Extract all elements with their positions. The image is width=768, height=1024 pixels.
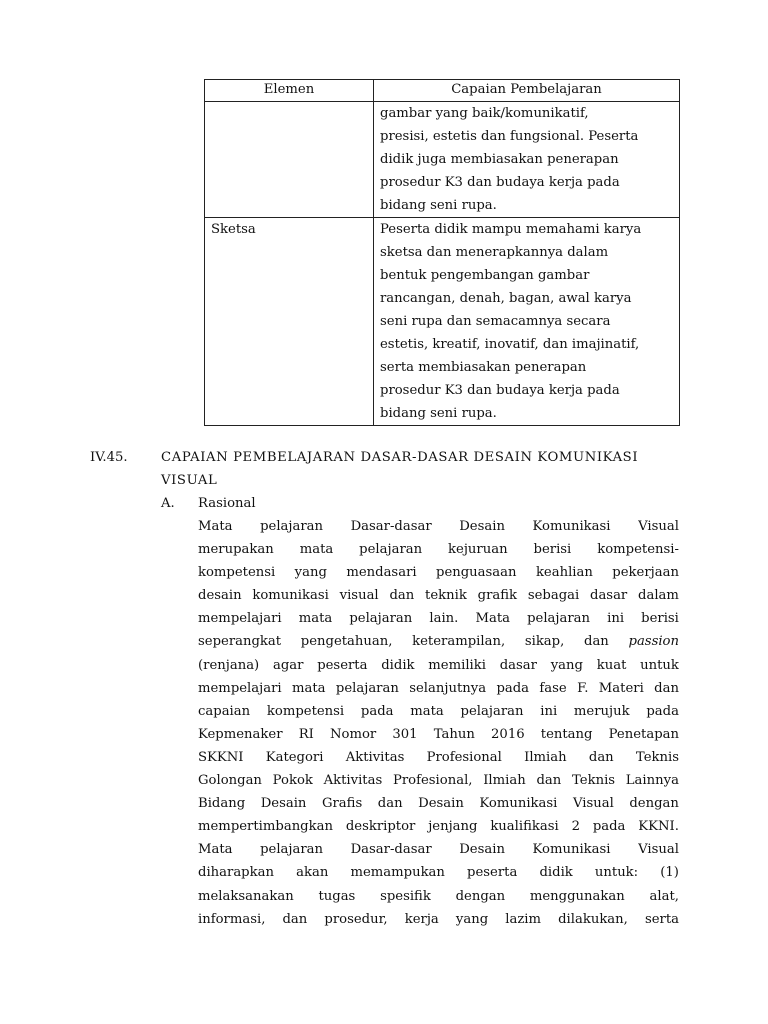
cell-line: serta membiasakan penerapan [380,360,587,375]
paragraph-word: visual [339,588,379,604]
paragraph-line [198,838,679,861]
table-row [205,102,680,218]
paragraph-word: pada [360,703,394,719]
paragraph-word: tugas [318,888,356,904]
paragraph-word: penguasaan [436,565,517,581]
section-title-line: VISUAL [161,473,218,488]
paragraph-word: Aktivitas [323,773,383,789]
paragraph-word: Lainnya [625,773,679,789]
paragraph-word: pelajaran [335,680,399,696]
row-outcome-cell [374,102,680,218]
paragraph-word: grafik [477,588,518,604]
cell-line: prosedur K3 dan budaya kerja pada [380,383,620,398]
paragraph-word: Desain [459,519,505,534]
paragraph-word: dalam [638,588,679,604]
paragraph-word: Kepmenaker [198,726,283,742]
paragraph-line [198,654,679,677]
paragraph-word: lain. [429,611,459,627]
paragraph-word: yang [455,911,489,927]
table-row [205,218,680,426]
paragraph-word: merujuk [573,703,630,719]
paragraph-word: kejuruan [448,542,508,558]
paragraph-word: (1) [660,865,679,881]
subsection-letter: A. [161,496,175,511]
paragraph-word: Aktivitas [345,749,405,765]
paragraph-word: Mata [198,519,233,534]
paragraph-line [198,677,679,700]
paragraph-line [198,561,679,584]
paragraph-word: Komunikasi [532,842,611,858]
paragraph-word: Profesional, [392,773,473,789]
paragraph-word: jenjang [428,819,478,835]
paragraph-word: peserta [317,657,368,673]
paragraph-word: melaksanakan [198,888,294,904]
paragraph-word: sebagai [527,588,580,604]
paragraph-word: mata [410,703,444,719]
paragraph-word: ini [607,611,625,627]
paragraph-word: untuk [640,657,679,673]
paragraph-word: Desain [459,842,505,858]
cell-line: presisi, estetis dan fungsional. Peserta [380,129,639,144]
rationale-paragraph [198,515,679,931]
row-outcome-cell [374,218,680,426]
paragraph-word: pelajaran [349,611,413,627]
paragraph-word: F. [577,680,589,696]
cell-line: bidang seni rupa. [380,406,497,421]
paragraph-word: kerja [404,911,439,927]
paragraph-word: Tahun [433,726,475,742]
subsection-title: Rasional [198,496,256,511]
paragraph-word: dan [584,634,609,650]
paragraph-word: Pokok [272,773,313,789]
paragraph-word: mata [299,542,334,558]
paragraph-word: Dasar-dasar [350,519,432,534]
paragraph-word: keahlian [535,565,593,581]
paragraph-line [198,861,679,884]
paragraph-word: (renjana) [198,657,260,673]
paragraph-line [198,700,679,723]
paragraph-word: Visual [638,842,679,858]
paragraph-word: dan [282,911,308,927]
paragraph-word: Visual [638,519,679,534]
section-title-line: CAPAIAN PEMBELAJARAN DASAR-DASAR DESAIN KOMUNIKASI [161,450,639,465]
paragraph-word: Profesional [426,749,502,765]
paragraph-word: tentang [540,726,593,742]
paragraph-word: didik [381,657,415,673]
paragraph-word: Teknis [635,749,679,765]
paragraph-word: teknik [425,588,467,604]
paragraph-word: mempelajari [198,611,282,627]
paragraph-word: yang [294,565,327,581]
cell-line: bidang seni rupa. [380,198,497,213]
cell-line: estetis, kreatif, inovatif, dan imajinatif, [380,337,640,352]
paragraph-word: merupakan [198,542,274,558]
paragraph-word: desain [198,588,242,604]
paragraph-word: Mata [198,842,233,858]
paragraph-line [198,792,679,815]
paragraph-word: passion [628,634,679,650]
paragraph-word: 2 [571,819,580,835]
paragraph-word: pelajaran [527,611,591,627]
paragraph-word: Penetapan [608,726,679,742]
paragraph-word: selanjutnya [409,680,487,696]
paragraph-line [198,746,679,769]
paragraph-word: komunikasi [252,588,329,604]
paragraph-word: 301 [392,726,418,742]
paragraph-word: peserta [467,865,518,881]
paragraph-word: Grafis [321,796,363,812]
paragraph-word: pada [646,703,679,719]
paragraph-word: pelajaran [260,842,324,858]
paragraph-word: deskriptor [345,819,416,835]
paragraph-word: memiliki [428,657,486,673]
paragraph-line [198,815,679,838]
paragraph-word: RI [298,726,314,742]
paragraph-word: Ilmiah [483,773,526,789]
paragraph-word: kompetensi [266,703,345,719]
paragraph-line [198,885,679,908]
paragraph-word: Mata [475,611,510,627]
paragraph-word: capaian [198,703,251,719]
paragraph-word: mata [298,611,333,627]
paragraph-word: seperangkat [198,634,282,650]
row-element-cell [205,102,374,218]
header-capaian-pembelajaran: Capaian Pembelajaran [374,80,680,102]
paragraph-word: untuk: [594,865,639,881]
cell-line: sketsa dan menerapkannya dalam [380,245,609,260]
paragraph-word: Komunikasi [532,519,611,534]
paragraph-word: berisi [533,542,572,558]
paragraph-word: dan [377,796,403,812]
paragraph-line [198,607,679,630]
paragraph-word: dan [536,773,562,789]
paragraph-word: keterampilan, [412,634,506,650]
paragraph-word: dasar [499,657,537,673]
paragraph-word: kualifikasi [490,819,559,835]
paragraph-word: Bidang [198,796,246,812]
cell-line: bentuk pengembangan gambar [380,268,590,283]
paragraph-word: pekerjaan [612,565,679,581]
paragraph-word: kompetensi [198,565,276,581]
paragraph-line [198,908,679,931]
paragraph-word: Visual [572,796,614,812]
paragraph-word: dengan [455,888,506,904]
paragraph-word: lazim [505,911,541,927]
cell-line: gambar yang baik/komunikatif, [380,106,589,121]
paragraph-word: didik [539,865,573,881]
paragraph-word: pelajaran [359,542,423,558]
paragraph-word: mempelajari [198,680,282,696]
paragraph-word: Dasar-dasar [350,842,432,858]
paragraph-word: diharapkan [198,865,274,881]
paragraph-word: dan [588,749,614,765]
paragraph-word: informasi, [198,911,266,927]
paragraph-word: Nomor [330,726,377,742]
paragraph-word: akan [296,865,329,881]
paragraph-line [198,538,679,561]
paragraph-word: pada [496,680,530,696]
paragraph-word: Materi [598,680,644,696]
paragraph-word: dan [654,680,679,696]
paragraph-word: berisi [641,611,679,627]
paragraph-word: sikap, [524,634,565,650]
paragraph-word: dengan [629,796,679,812]
paragraph-word: prosedur, [324,911,388,927]
paragraph-word: pada [592,819,626,835]
paragraph-word: mempertimbangkan [198,819,333,835]
paragraph-word: mata [292,680,326,696]
paragraph-line [198,723,679,746]
cell-line: seni rupa dan semacamnya secara [380,314,611,329]
paragraph-word: mendasari [346,565,417,581]
paragraph-word: SKKNI [198,749,244,765]
paragraph-word: Ilmiah [524,749,567,765]
cell-line: didik juga membiasakan penerapan [380,152,619,167]
paragraph-word: Komunikasi [479,796,558,812]
paragraph-word: serta [644,911,679,927]
paragraph-word: yang [550,657,583,673]
paragraph-word: Golongan [198,773,262,789]
paragraph-word: Teknis [572,773,616,789]
table-header-row [205,80,680,102]
paragraph-word: agar [272,657,304,673]
paragraph-line [198,584,679,607]
paragraph-word: menggunakan [529,888,625,904]
header-elemen: Elemen [205,80,374,102]
paragraph-line [198,630,679,653]
paragraph-word: 2016 [491,726,525,742]
paragraph-word: Desain [418,796,464,812]
cell-line: prosedur K3 dan budaya kerja pada [380,175,620,190]
paragraph-word: Desain [260,796,307,812]
paragraph-line [198,769,679,792]
paragraph-word: memampukan [350,865,445,881]
paragraph-word: kompetensi- [597,542,679,558]
paragraph-word: Kategori [265,749,324,765]
paragraph-word: dilakukan, [558,911,628,927]
paragraph-word: fase [539,680,567,696]
paragraph-word: ini [540,703,558,719]
paragraph-word: spesifik [380,888,431,904]
paragraph-word: pelajaran [260,519,324,534]
paragraph-line [198,515,679,538]
paragraph-word: alat, [649,888,679,904]
paragraph-word: KKNI. [638,819,679,835]
paragraph-word: kuat [596,657,627,673]
paragraph-word: dasar [590,588,628,604]
section-number: IV.45. [90,450,128,465]
cell-line: rancangan, denah, bagan, awal karya [380,291,632,306]
paragraph-word: pelajaran [460,703,524,719]
section-title [161,446,681,492]
paragraph-word: dan [389,588,415,604]
learning-outcomes-table [204,79,680,426]
row-element-cell: Sketsa [205,218,374,426]
cell-line: Peserta didik mampu memahami karya [380,222,642,237]
paragraph-word: pengetahuan, [300,634,393,650]
